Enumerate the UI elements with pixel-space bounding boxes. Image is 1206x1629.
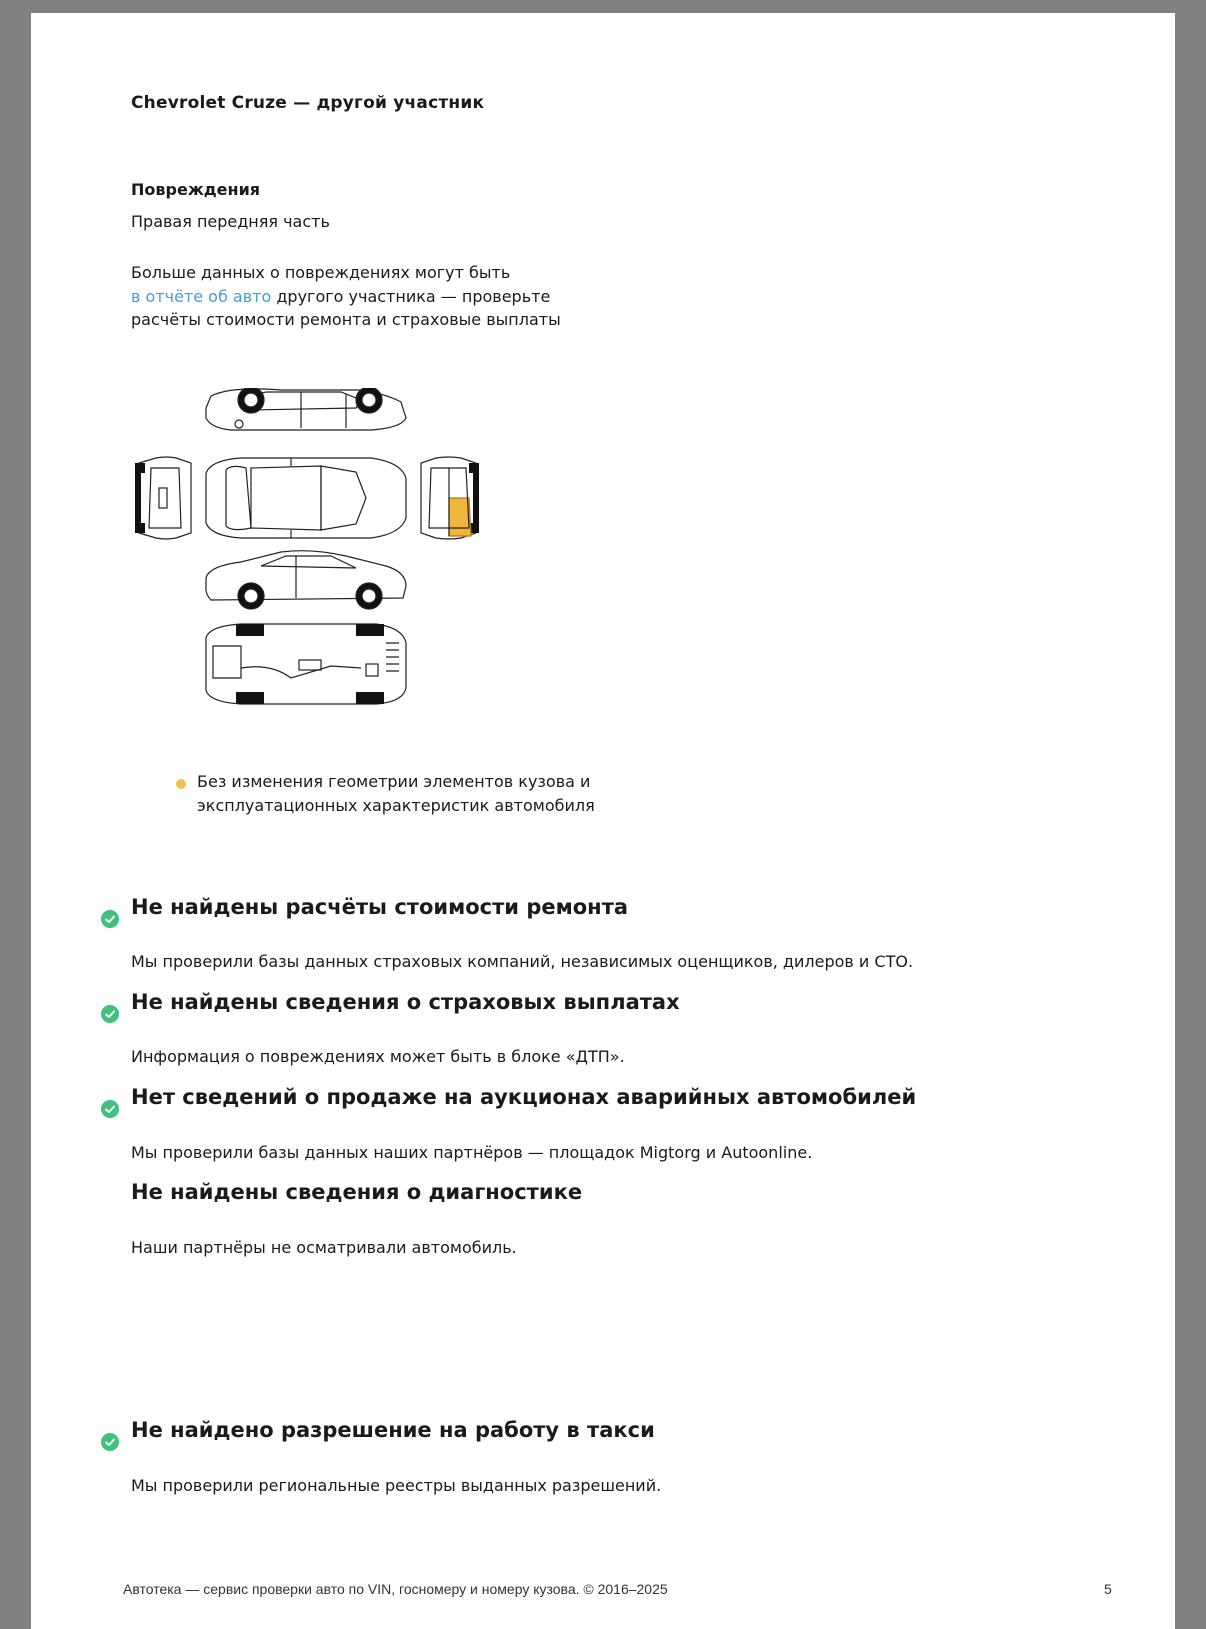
car-underbody-view	[206, 624, 406, 704]
salvage-auctions-title: Нет сведений о продаже на аукционах аварийных автомобилей	[131, 1085, 917, 1109]
car-front-view	[421, 457, 479, 539]
insurance-payments-title: Не найдены сведения о страховых выплатах	[131, 990, 680, 1014]
check-circle-icon	[101, 1005, 119, 1023]
damage-bullet-text: Без изменения геометрии элементов кузова и эксплуатационных характеристик автомобиля	[197, 772, 595, 815]
check-circle-icon	[101, 1100, 119, 1118]
more-info-paragraph	[131, 261, 591, 332]
footer-text: Автотека — сервис проверки авто по VIN, госномеру и номеру кузова. © 2016–2025	[123, 1581, 668, 1597]
diagnostics-title: Не найдены сведения о диагностике	[131, 1180, 583, 1204]
check-circle-icon	[101, 1433, 119, 1451]
car-side-view-left	[206, 388, 406, 430]
repair-calculations-description: Мы проверили базы данных страховых компаний, независимых оценщиков, дилеров и СТО.	[131, 952, 914, 971]
salvage-auctions-description: Мы проверили базы данных наших партнёров — площадок Migtorg и Autoonline.	[131, 1143, 813, 1162]
taxi-permit-title: Не найдено разрешение на работу в такси	[131, 1418, 655, 1442]
taxi-permit-description: Мы проверили региональные реестры выданных разрешений.	[131, 1476, 662, 1495]
damage-heading: Повреждения	[131, 180, 261, 199]
vehicle-title: Chevrolet Cruze — другой участник	[131, 93, 485, 113]
report-page	[31, 13, 1175, 1629]
bullet-dot	[176, 779, 186, 789]
car-rear-view	[135, 457, 191, 539]
insurance-payments-description: Информация о повреждениях может быть в блоке «ДТП».	[131, 1047, 625, 1066]
car-side-view-right	[206, 551, 406, 609]
check-circle-icon	[101, 910, 119, 928]
car-damage-scheme	[131, 388, 491, 738]
report-link[interactable]: в отчёте об авто	[131, 286, 272, 306]
car-top-view	[206, 458, 406, 538]
repair-calculations-title: Не найдены расчёты стоимости ремонта	[131, 895, 629, 919]
more-info-text-start: Больше данных о повреждениях могут быть	[131, 263, 511, 282]
page-number: 5	[1104, 1581, 1112, 1597]
more-info-text-end: другого участника — проверьте расчёты стоимости ремонта и страховые выплаты	[131, 286, 561, 329]
damage-location: Правая передняя часть	[131, 212, 330, 231]
diagnostics-description: Наши партнёры не осматривали автомобиль.	[131, 1238, 517, 1257]
